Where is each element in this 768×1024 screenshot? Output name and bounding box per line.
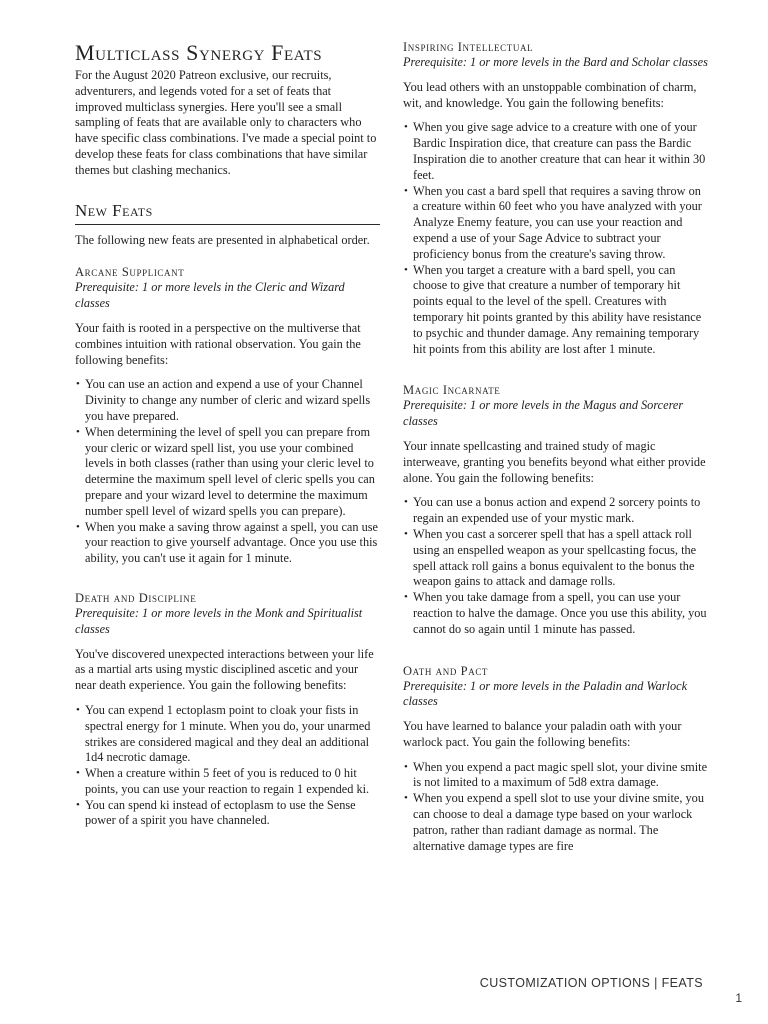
feat-prerequisite: Prerequisite: 1 or more levels in the Bard and Scholar classes xyxy=(403,55,708,69)
feat-description: You've discovered unexpected interactions between your life as a martial arts using mystic disciplined ascetic and your near death experience. You gain the following benefits: xyxy=(75,646,374,693)
feat-inspiring-intellectual xyxy=(403,40,708,357)
benefit-item: • When you target a creature with a bard spell, you can choose to give that creature a number of temporary hit points equal to the level of the spell. Creatures with temporary hit points granted by this ability have resistance to psychic and thunder damage. Any remaining temporary hit points from this ability are lost after 1 minute. xyxy=(403,263,708,358)
feat-description: Your faith is rooted in a perspective on the multiverse that combines intuition with rational observation. You gain the following benefits: xyxy=(75,320,361,367)
feat-name: Oath and Pact xyxy=(403,663,489,678)
section-heading-new-feats: New Feats xyxy=(75,201,380,225)
feat-name: Inspiring Intellectual xyxy=(403,40,534,54)
feat-benefits-list xyxy=(403,495,708,637)
benefit-item: • When you cast a bard spell that requires a saving throw on a creature within 60 feet who you have analyzed with your Analyze Enemy feature, you can use your reaction and expend a use of your Sage Advice to subtract your proficiency bonus from the creature's saving throw. xyxy=(403,184,708,263)
intro-paragraph: For the August 2020 Patreon exclusive, our recruits, adventurers, and legends voted for a set of feats that improved multiclass synergies. Here you'll see a small sampling of feats that are available only to characters who have specific class combinations. I've made a special point to develop these feats for class combinations that have similar themes but clashing mechanics. xyxy=(75,68,377,177)
page-title: Multiclass Synergy Feats xyxy=(75,40,323,65)
benefit-item: • When a creature within 5 feet of you is reduced to 0 hit points, you can use your reaction to regain 1 expended ki. xyxy=(75,766,380,798)
benefit-item: • You can spend ki instead of ectoplasm to use the Sense power of a spirit you have channeled. xyxy=(75,798,380,830)
feat-name: Magic Incarnate xyxy=(403,383,501,398)
feat-name: Arcane Supplicant xyxy=(75,265,185,280)
benefit-item: • When determining the level of spell you can prepare from your cleric or wizard spell list, you use your combined levels in both classes (rather than using your cleric level to determine the maximum spell level of cleric spells you can prepare and your wizard level to determine the maximum number spell level of wizard spells you can prepare). xyxy=(75,425,380,520)
feat-arcane-supplicant xyxy=(75,265,380,567)
footer-section-label: CUSTOMIZATION OPTIONS | FEATS xyxy=(479,976,703,990)
feat-name: Death and Discipline xyxy=(75,590,197,605)
feat-benefits-list xyxy=(75,703,380,829)
feat-death-and-discipline xyxy=(75,591,380,829)
new-feats-intro: The following new feats are presented in alphabetical order. xyxy=(75,232,370,247)
benefit-item: • When you cast a sorcerer spell that has a spell attack roll using an enspelled weapon as your spellcasting focus, the spell attack roll gains a bonus equivalent to the bonus the weapon gains to attack and damage rolls. xyxy=(403,527,708,590)
benefit-item: • You can use a bonus action and expend 2 sorcery points to regain an expended use of your mystic mark. xyxy=(403,495,708,527)
benefit-item: • When you expend a pact magic spell slot, your divine smite is not limited to a maximum of 5d8 extra damage. xyxy=(403,760,708,792)
feat-description: You have learned to balance your paladin oath with your warlock pact. You gain the following benefits: xyxy=(403,719,682,749)
feat-prerequisite: Prerequisite: 1 or more levels in the Cleric and Wizard classes xyxy=(75,280,345,311)
benefit-item: • When you expend a spell slot to use your divine smite, you can choose to deal a damage type based on your warlock patron, rather than radiant damage as normal. The alternative damage types are fire xyxy=(403,791,708,854)
feat-description: Your innate spellcasting and trained study of magic interweave, granting you benefits beyond what either provide alone. You gain the following benefits: xyxy=(403,438,706,485)
benefit-item: • You can use an action and expend a use of your Channel Divinity to change any number of cleric and wizard spells you have prepared. xyxy=(75,377,380,424)
feat-magic-incarnate xyxy=(403,383,708,637)
feat-benefits-list xyxy=(403,760,708,855)
feat-oath-and-pact xyxy=(403,664,708,855)
feat-prerequisite: Prerequisite: 1 or more levels in the Paladin and Warlock classes xyxy=(403,678,688,709)
feat-description: You lead others with an unstoppable combination of charm, wit, and knowledge. You gain the following benefits: xyxy=(403,79,697,110)
feat-benefits-list xyxy=(75,377,380,567)
benefit-item: • When you give sage advice to a creature with one of your Bardic Inspiration dice, that creature can pass the Bardic Inspiration die to another creature that can hear it within 30 feet. xyxy=(403,120,708,183)
feat-prerequisite: Prerequisite: 1 or more levels in the Monk and Spiritualist classes xyxy=(75,605,363,636)
benefit-item: • When you take damage from a spell, you can use your reaction to halve the damage. Once you use this ability, you cannot do so again until 1 minute has passed. xyxy=(403,590,708,637)
left-column xyxy=(75,40,380,829)
feat-prerequisite: Prerequisite: 1 or more levels in the Magus and Sorcerer classes xyxy=(403,398,684,429)
benefit-item: • You can expend 1 ectoplasm point to cloak your fists in spectral energy for 1 minute. When you do, your unarmed strikes are considered magical and they deal an additional 1d4 necrotic damage. xyxy=(75,703,380,766)
benefit-item: • When you make a saving throw against a spell, you can use your reaction to give yourself advantage. Once you use this ability, you can't use it again for 1 minute. xyxy=(75,520,380,567)
page-number: 1 xyxy=(735,991,742,1005)
right-column xyxy=(403,40,708,854)
feat-benefits-list xyxy=(403,120,708,357)
